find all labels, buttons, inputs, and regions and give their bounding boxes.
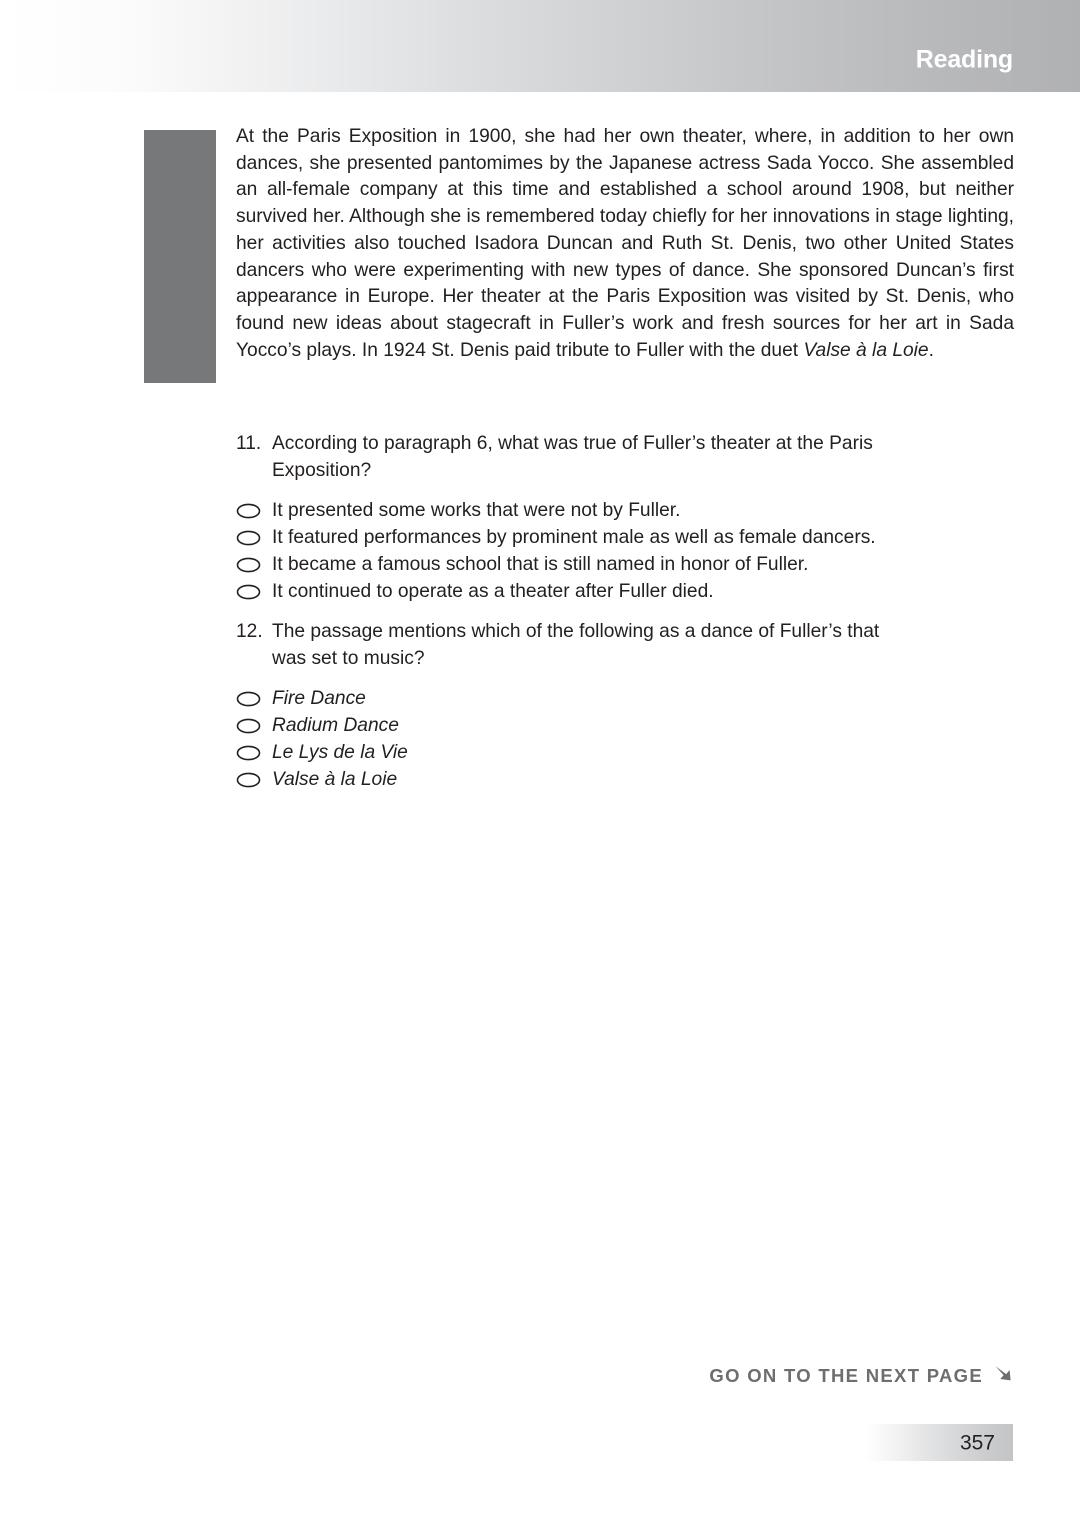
question-11-option-4[interactable] [236, 578, 1014, 605]
question-11-option-1[interactable] [236, 497, 1014, 524]
question-12-option-1-label: Fire Dance [272, 688, 366, 709]
question-12-options [236, 685, 1014, 793]
question-12-number: 12. [236, 621, 263, 642]
question-11-number: 11. [236, 433, 262, 454]
question-11-option-2-label: It featured performances by prominent male as well as female dancers. [272, 527, 876, 548]
question-12-option-2[interactable] [236, 712, 1014, 739]
passage-text-lead: At the Paris Exposition in 1900, she had her own theater, where, in addition to her own dances, she presented pantomimes by the Japanese actress Sada Yocco. She assembled an all-female company at this time and established a school around 1908, but neither survived her. Although she is remembered today chiefly for her innovations in stage lighting, her activities also touched Isadora Duncan and Ruth St. Denis, two other United States dancers who were experimenting with new types of dance. She sponsored Duncan’s first appearance in Europe. Her theater at the Paris Exposition was visited by St. Denis, who found new ideas about stagecraft in Fuller’s work and fresh sources for her art in Sada Yocco’s plays. In 1924 St. Denis paid tribute to Fuller with the duet [236, 126, 1014, 361]
question-12-option-1[interactable] [236, 685, 1014, 712]
page-number: 357 [959, 1431, 995, 1454]
passage-paragraph [236, 124, 1014, 364]
question-12-option-3[interactable] [236, 739, 1014, 766]
radio-oval-icon[interactable] [236, 745, 272, 761]
question-11-prompt [236, 430, 1014, 484]
question-11 [236, 430, 1014, 605]
radio-oval-icon[interactable] [236, 772, 272, 788]
passage-italic-title: Valse à la Loie [803, 339, 929, 361]
question-12-option-4-label: Valse à la Loie [272, 769, 398, 790]
question-11-option-3-label: It became a famous school that is still named in honor of Fuller. [272, 554, 809, 575]
page-section-title: Reading [915, 45, 1013, 74]
question-11-options [236, 497, 1014, 605]
question-12-prompt [236, 618, 1014, 672]
radio-oval-icon[interactable] [236, 691, 272, 707]
passage-text-tail: . [928, 339, 934, 361]
question-12-option-4[interactable] [236, 766, 1014, 793]
radio-oval-icon[interactable] [236, 503, 272, 519]
page-header-bar [0, 0, 1080, 92]
question-11-text: According to paragraph 6, what was true of Fuller’s theater at the Paris Exposition? [272, 433, 873, 481]
question-12-text: The passage mentions which of the following as a dance of Fuller’s that was set to music? [272, 621, 880, 669]
question-12-option-3-label: Le Lys de la Vie [272, 742, 408, 763]
question-11-option-4-label: It continued to operate as a theater after Fuller died. [272, 581, 714, 602]
question-11-option-1-label: It presented some works that were not by Fuller. [272, 500, 681, 521]
question-12-option-2-label: Radium Dance [272, 715, 399, 736]
question-11-option-2[interactable] [236, 524, 1014, 551]
question-11-option-3[interactable] [236, 551, 1014, 578]
radio-oval-icon[interactable] [236, 718, 272, 734]
radio-oval-icon[interactable] [236, 584, 272, 600]
arrow-down-right-icon [992, 1362, 1014, 1389]
radio-oval-icon[interactable] [236, 530, 272, 546]
question-12 [236, 618, 1014, 793]
page-number-box [866, 1424, 1013, 1461]
radio-oval-icon[interactable] [236, 557, 272, 573]
passage-side-marker [144, 130, 216, 383]
go-on-next-page-note [709, 1362, 1014, 1389]
go-on-next-page-label: GO ON TO THE NEXT PAGE [709, 1364, 983, 1386]
